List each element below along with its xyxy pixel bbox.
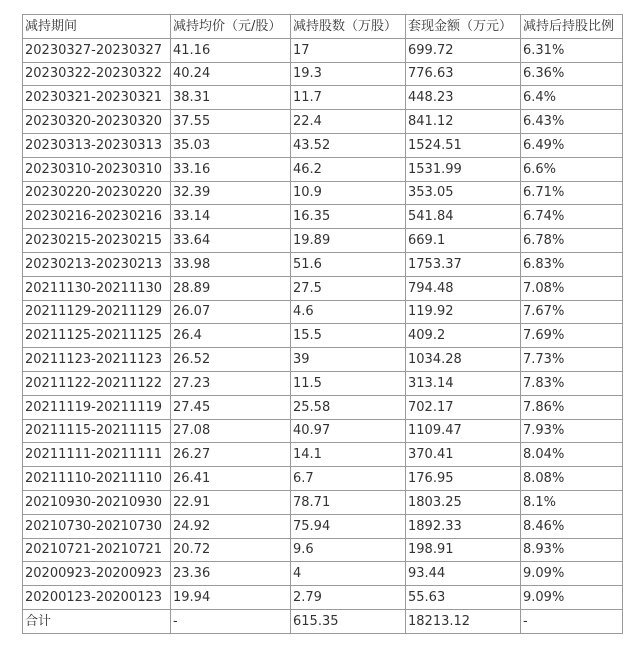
shares-cell: 11.7 xyxy=(291,86,406,110)
avg-price-cell: 37.55 xyxy=(171,110,291,134)
avg-price-cell: 28.89 xyxy=(171,276,291,300)
table-row xyxy=(23,276,623,300)
table-row xyxy=(23,324,623,348)
ratio-cell: 7.08% xyxy=(521,276,623,300)
avg-price-cell: 32.39 xyxy=(171,181,291,205)
table-body xyxy=(23,38,623,633)
ratio-cell: 9.09% xyxy=(521,562,623,586)
total-label: 合计 xyxy=(23,609,171,633)
table-row xyxy=(23,443,623,467)
period-cell: 20230321-20230321 xyxy=(23,86,171,110)
ratio-cell: 6.83% xyxy=(521,252,623,276)
period-cell: 20211115-20211115 xyxy=(23,419,171,443)
shares-cell: 10.9 xyxy=(291,181,406,205)
avg-price-cell: 20.72 xyxy=(171,538,291,562)
amount-cell: 1524.51 xyxy=(406,133,521,157)
ratio-cell: 7.86% xyxy=(521,395,623,419)
period-cell: 20230216-20230216 xyxy=(23,205,171,229)
shares-cell: 4 xyxy=(291,562,406,586)
amount-cell: 119.92 xyxy=(406,300,521,324)
amount-cell: 198.91 xyxy=(406,538,521,562)
amount-cell: 1803.25 xyxy=(406,490,521,514)
ratio-cell: 9.09% xyxy=(521,586,623,610)
amount-cell: 1892.33 xyxy=(406,514,521,538)
period-cell: 20230327-20230327 xyxy=(23,38,171,62)
ratio-cell: 8.93% xyxy=(521,538,623,562)
ratio-cell: 6.78% xyxy=(521,229,623,253)
shares-cell: 19.89 xyxy=(291,229,406,253)
ratio-cell: 8.46% xyxy=(521,514,623,538)
period-cell: 20210721-20210721 xyxy=(23,538,171,562)
avg-price-cell: 33.64 xyxy=(171,229,291,253)
header-row xyxy=(23,15,623,39)
period-cell: 20211122-20211122 xyxy=(23,371,171,395)
ratio-cell: 7.83% xyxy=(521,371,623,395)
table-row xyxy=(23,538,623,562)
table-row xyxy=(23,181,623,205)
shares-cell: 6.7 xyxy=(291,467,406,491)
amount-cell: 448.23 xyxy=(406,86,521,110)
ratio-cell: 7.67% xyxy=(521,300,623,324)
amount-cell: 93.44 xyxy=(406,562,521,586)
ratio-cell: 8.1% xyxy=(521,490,623,514)
avg-price-cell: 26.07 xyxy=(171,300,291,324)
ratio-cell: 7.93% xyxy=(521,419,623,443)
shares-cell: 40.97 xyxy=(291,419,406,443)
ratio-cell: 7.73% xyxy=(521,348,623,372)
amount-cell: 702.17 xyxy=(406,395,521,419)
table-row xyxy=(23,229,623,253)
total-avg-price: - xyxy=(171,609,291,633)
amount-cell: 841.12 xyxy=(406,110,521,134)
total-ratio: - xyxy=(521,609,623,633)
shares-cell: 15.5 xyxy=(291,324,406,348)
avg-price-cell: 23.36 xyxy=(171,562,291,586)
table-row xyxy=(23,252,623,276)
shares-cell: 27.5 xyxy=(291,276,406,300)
avg-price-cell: 27.08 xyxy=(171,419,291,443)
table-row xyxy=(23,371,623,395)
table-row xyxy=(23,38,623,62)
table-row xyxy=(23,348,623,372)
table-row xyxy=(23,157,623,181)
shares-cell: 11.5 xyxy=(291,371,406,395)
ratio-cell: 6.36% xyxy=(521,62,623,86)
table-row xyxy=(23,110,623,134)
ratio-cell: 6.31% xyxy=(521,38,623,62)
shares-cell: 78.71 xyxy=(291,490,406,514)
amount-cell: 313.14 xyxy=(406,371,521,395)
amount-cell: 1034.28 xyxy=(406,348,521,372)
period-cell: 20230320-20230320 xyxy=(23,110,171,134)
table-row xyxy=(23,419,623,443)
table-row xyxy=(23,300,623,324)
period-cell: 20230313-20230313 xyxy=(23,133,171,157)
ratio-cell: 6.4% xyxy=(521,86,623,110)
period-cell: 20230220-20230220 xyxy=(23,181,171,205)
avg-price-cell: 27.23 xyxy=(171,371,291,395)
period-cell: 20211119-20211119 xyxy=(23,395,171,419)
header-amount: 套现金额（万元） xyxy=(406,15,521,39)
period-cell: 20211111-20211111 xyxy=(23,443,171,467)
avg-price-cell: 24.92 xyxy=(171,514,291,538)
table-row xyxy=(23,395,623,419)
shares-cell: 14.1 xyxy=(291,443,406,467)
period-cell: 20230310-20230310 xyxy=(23,157,171,181)
avg-price-cell: 38.31 xyxy=(171,86,291,110)
avg-price-cell: 26.41 xyxy=(171,467,291,491)
amount-cell: 1753.37 xyxy=(406,252,521,276)
header-ratio: 减持后持股比例 xyxy=(521,15,623,39)
amount-cell: 794.48 xyxy=(406,276,521,300)
shares-cell: 75.94 xyxy=(291,514,406,538)
total-amount: 18213.12 xyxy=(406,609,521,633)
total-shares: 615.35 xyxy=(291,609,406,633)
ratio-cell: 6.49% xyxy=(521,133,623,157)
amount-cell: 699.72 xyxy=(406,38,521,62)
ratio-cell: 7.69% xyxy=(521,324,623,348)
shares-cell: 17 xyxy=(291,38,406,62)
amount-cell: 176.95 xyxy=(406,467,521,491)
share-reduction-table xyxy=(22,14,623,634)
ratio-cell: 8.04% xyxy=(521,443,623,467)
avg-price-cell: 26.27 xyxy=(171,443,291,467)
table-row xyxy=(23,133,623,157)
table-row xyxy=(23,562,623,586)
period-cell: 20211129-20211129 xyxy=(23,300,171,324)
avg-price-cell: 41.16 xyxy=(171,38,291,62)
period-cell: 20211130-20211130 xyxy=(23,276,171,300)
table-row xyxy=(23,586,623,610)
period-cell: 20230322-20230322 xyxy=(23,62,171,86)
ratio-cell: 6.43% xyxy=(521,110,623,134)
table-row xyxy=(23,467,623,491)
amount-cell: 776.63 xyxy=(406,62,521,86)
table-row xyxy=(23,86,623,110)
period-cell: 20230215-20230215 xyxy=(23,229,171,253)
period-cell: 20211123-20211123 xyxy=(23,348,171,372)
shares-cell: 16.35 xyxy=(291,205,406,229)
total-row xyxy=(23,609,623,633)
avg-price-cell: 27.45 xyxy=(171,395,291,419)
avg-price-cell: 33.98 xyxy=(171,252,291,276)
shares-cell: 2.79 xyxy=(291,586,406,610)
ratio-cell: 6.6% xyxy=(521,157,623,181)
amount-cell: 55.63 xyxy=(406,586,521,610)
avg-price-cell: 19.94 xyxy=(171,586,291,610)
header-period: 减持期间 xyxy=(23,15,171,39)
period-cell: 20210930-20210930 xyxy=(23,490,171,514)
avg-price-cell: 35.03 xyxy=(171,133,291,157)
avg-price-cell: 26.52 xyxy=(171,348,291,372)
amount-cell: 669.1 xyxy=(406,229,521,253)
period-cell: 20211125-20211125 xyxy=(23,324,171,348)
amount-cell: 1531.99 xyxy=(406,157,521,181)
amount-cell: 353.05 xyxy=(406,181,521,205)
period-cell: 20200923-20200923 xyxy=(23,562,171,586)
amount-cell: 1109.47 xyxy=(406,419,521,443)
ratio-cell: 8.08% xyxy=(521,467,623,491)
header-shares: 减持股数（万股） xyxy=(291,15,406,39)
period-cell: 20230213-20230213 xyxy=(23,252,171,276)
amount-cell: 541.84 xyxy=(406,205,521,229)
header-avg-price: 减持均价（元/股） xyxy=(171,15,291,39)
shares-cell: 22.4 xyxy=(291,110,406,134)
shares-cell: 4.6 xyxy=(291,300,406,324)
avg-price-cell: 40.24 xyxy=(171,62,291,86)
table-row xyxy=(23,514,623,538)
table-row xyxy=(23,62,623,86)
shares-cell: 9.6 xyxy=(291,538,406,562)
period-cell: 20200123-20200123 xyxy=(23,586,171,610)
period-cell: 20211110-20211110 xyxy=(23,467,171,491)
ratio-cell: 6.71% xyxy=(521,181,623,205)
shares-cell: 19.3 xyxy=(291,62,406,86)
ratio-cell: 6.74% xyxy=(521,205,623,229)
shares-cell: 43.52 xyxy=(291,133,406,157)
shares-cell: 25.58 xyxy=(291,395,406,419)
amount-cell: 409.2 xyxy=(406,324,521,348)
table-row xyxy=(23,205,623,229)
table-row xyxy=(23,490,623,514)
amount-cell: 370.41 xyxy=(406,443,521,467)
shares-cell: 51.6 xyxy=(291,252,406,276)
avg-price-cell: 33.16 xyxy=(171,157,291,181)
avg-price-cell: 22.91 xyxy=(171,490,291,514)
period-cell: 20210730-20210730 xyxy=(23,514,171,538)
avg-price-cell: 26.4 xyxy=(171,324,291,348)
avg-price-cell: 33.14 xyxy=(171,205,291,229)
shares-cell: 39 xyxy=(291,348,406,372)
reduction-table-container xyxy=(22,14,623,634)
shares-cell: 46.2 xyxy=(291,157,406,181)
